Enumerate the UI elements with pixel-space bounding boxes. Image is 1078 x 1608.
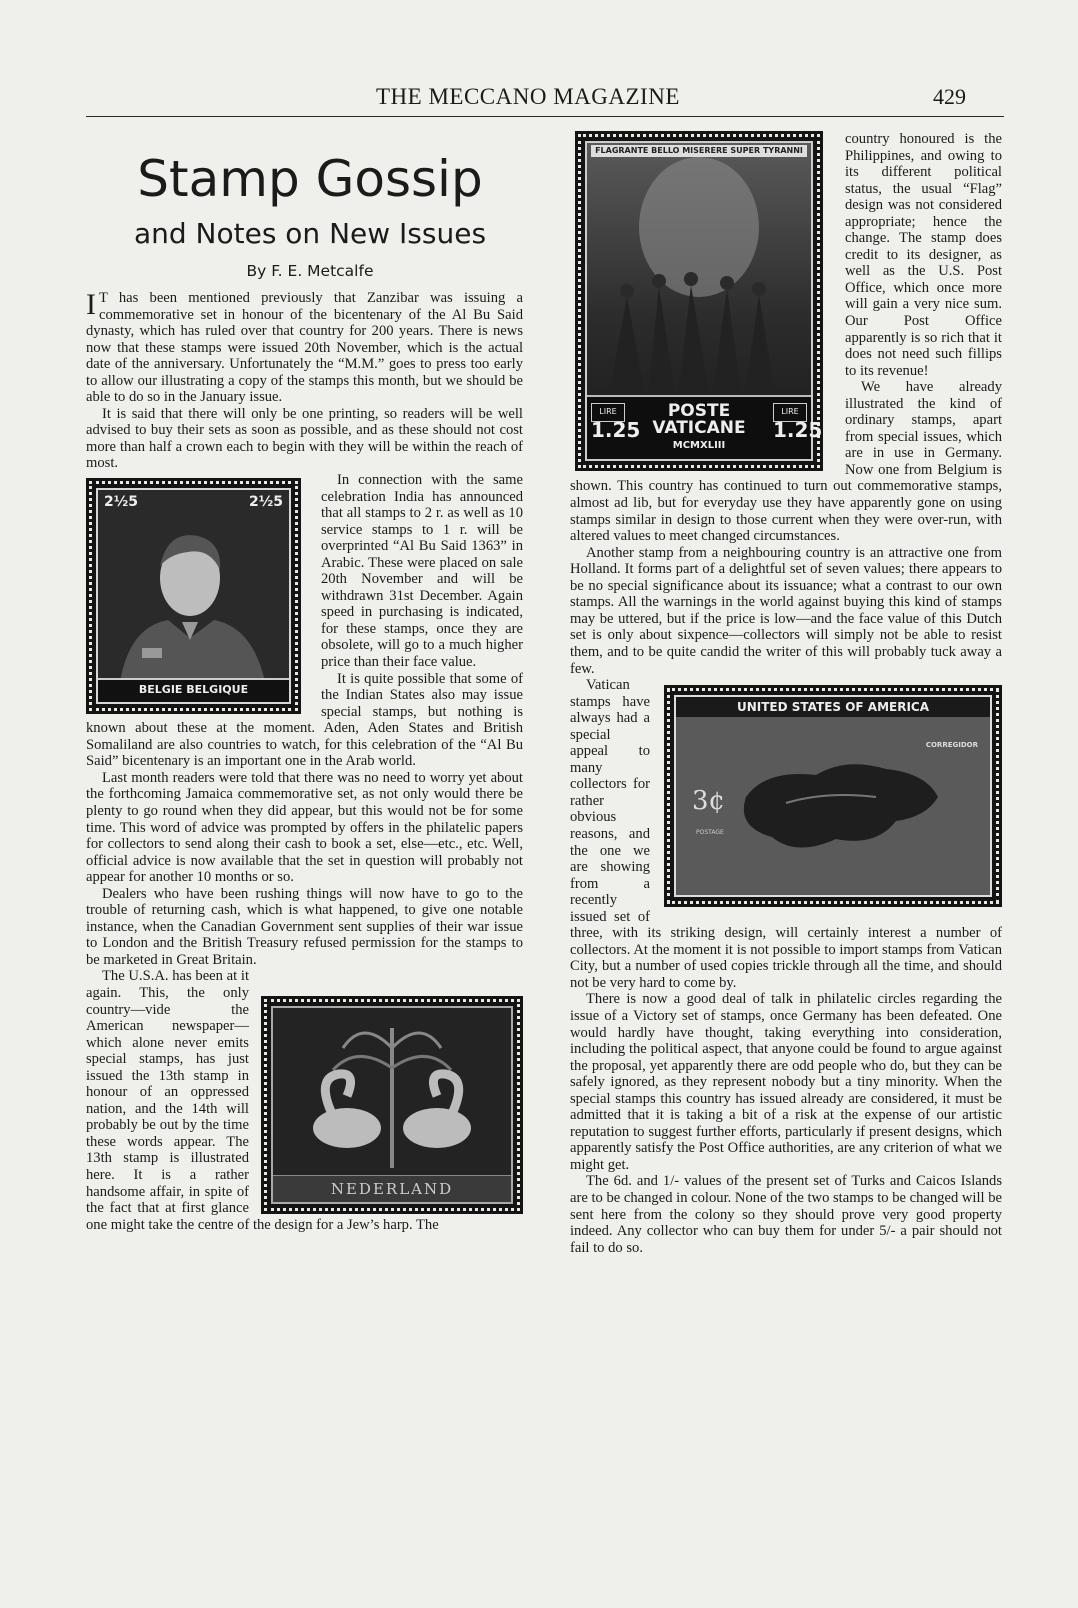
stamp-design [585, 141, 823, 461]
king-portrait-icon [98, 508, 289, 698]
lire-value: 1.25 [773, 417, 823, 442]
page-number: 429 [933, 84, 966, 109]
stamp-value-band [587, 395, 823, 459]
netherlands-stamp [261, 996, 523, 1214]
paragraph: In connection with the same celebration India has announced that all stamps to 2 r. as well as 10 service stamps to 1 r. will be overprinted “Al Bu Said 1363” in Arabic. These were placed on sale 20th November and will be withdrawn 31st December. Again speed in purchasing is indicated, for these stamps, once they are obsolete, will go to a much higher price than their face value. [321, 472, 523, 671]
vatican-stamp-figure [575, 131, 823, 471]
paragraph: We have already illustrated the kind of ordinary stamps, apart from special issues, which are in use in Germany. Now one from Belgium is shown. This country has continued to turn out commemorative stamps, almost ad lib, but for everyday use they have apparently gone on using stamps similar in design to those current when they were over-run, with altered values to meet changed circumstances. [570, 379, 1002, 545]
paragraph: It is quite possible that some of the Indian States also may issue special stamps, but nothing is known about these at the moment. Aden, Aden States and British Somaliland are also countries to watch, for this celebration of the “Al Bu Said” bicentenary is an important one in the Arab world. [86, 670, 523, 770]
lire-label: LIRE [591, 403, 625, 422]
paragraph: Dealers who have been rushing things will now have to go to the trouble of returning cash, which is what happened, to give one notable instance, when the Canadian Government sent supplies of their war issue to London and the British Treasury refused permission for the stamps to be marketed in Great Britain. [86, 885, 523, 968]
stamp-country-label: NEDERLAND [273, 1175, 511, 1202]
paragraph: country honoured is the Philippines, and owing to its different political status, the usual “Flag” design was not considered appropriate; hence the change. The stamp does credit to its designer, as well as the U.S. Post Office, which once more will gain a very nice sum. Our Post Office apparently is so rich that it does not need such fillips to its revenue! [845, 131, 1002, 379]
paragraph-text: T has been mentioned previously that Zanzibar was issuing a commemorative set in honour of the bicentenary of the Al Bu Said dynasty, which has ruled over that country for 200 years. There is news now that these stamps were issued 20th November, which is the actual date of the anniversary. Unfortunately the “M.M.” goes to press too early to allow our illustrating a copy of the stamps this month, but we should be able to do so in the January issue. [86, 290, 523, 406]
stamp-design [674, 695, 992, 897]
belgium-stamp [86, 478, 301, 714]
running-header [86, 84, 1004, 117]
paragraph: There is now a good deal of talk in philatelic circles regarding the issue of a Victory set of stamps, once Germany has been defeated. One would hardly have thought, taking everything into consideration, including the political aspect, that anyone could be found to argue against the proposal, yet apparently there are odd people who do, but they can be safely ignored, as they represent nobody but a tiny minority. When the special stamps this country has issued already are considered, it must be admitted that it is taking a bit of a risk at the expense of our artistic reputation to suggest further efforts, particularly if present designs, which apparently satisfy the Post Office authorities, are any criterion of what we might get. [570, 991, 1002, 1173]
year-label: MCMXLIII [672, 440, 726, 451]
stamp-design [96, 488, 291, 704]
poste-label: POSTE [667, 401, 731, 421]
stamp-country-label [631, 403, 767, 454]
usa-stamp-figure [664, 685, 1002, 907]
stamp-country-label: BELGIE BELGIQUE [98, 678, 289, 702]
vatican-stamp [575, 131, 823, 471]
lire-box-left [591, 403, 641, 442]
swans-icon [273, 1008, 511, 1176]
article-title: Stamp Gossip [137, 150, 483, 208]
stamp-country-label: UNITED STATES OF AMERICA [676, 697, 990, 717]
netherlands-stamp-figure [261, 996, 523, 1214]
right-column [570, 131, 1002, 1531]
lire-value: 1.25 [591, 417, 641, 442]
crowd-scene-icon [587, 157, 811, 407]
left-column [86, 290, 523, 1490]
paragraph: It is said that there will only be one printing, so readers will be well advised to buy their sets as soon as possible, and as these should not cost more than half a crown each to begin with they will be within the reach of most. [86, 405, 523, 472]
stamp-value: 3¢ [692, 786, 726, 817]
usa-stamp [664, 685, 1002, 907]
lire-label: LIRE [773, 403, 807, 422]
stamp-value-left: 2½5 [104, 494, 138, 511]
paragraph: Vatican stamps have always had a special appeal to many collectors for rather obvious reasons, and the one we are showing from a recently issued set of three, with its striking design, will certainly interest a number of collectors. At the moment it is not possible to import stamps from Vatican City, but a number of used copies trickle through all the time, and should not be very hard to come by. [570, 677, 1002, 991]
paragraph: The U.S.A. has been at it again. This, the only country—vide the American newspaper—which alone never emits special stamps, has just issued the 13th stamp in honour of an oppressed nation, and the 14th will probably be out by the time these words appear. The 13th stamp is illustrated here. It is a rather handsome affair, in spite of the fact that at first glance one might take the centre of the design for a Jew’s harp. The [86, 968, 439, 1233]
belgium-stamp-figure [86, 478, 301, 714]
paragraph: Another stamp from a neighbouring country is an attractive one from Holland. It forms part of a delightful set of seven values; there appears to be no special significance about its issuance; what a contrast to our own stamps. All the warnings in the world against buying this kind of stamps may be uttered, but if the price is low—and the face value of this Dutch set is only about sixpence—collectors will simply not be able to resist them, and to be quite candid the writer of this will probably tuck away a few. [570, 544, 1002, 677]
stamp-inscription: FLAGRANTE BELLO MISERERE SUPER TYRANNI [591, 145, 807, 157]
paragraph: Last month readers were told that there was no need to worry yet about the forthcoming Jamaica commemorative set, as not only would there be plenty to go round when they did appear, but this would not be for some time. This word of advice was prompted by offers in the philatelic papers for collectors to send along their cash to book a set, else—etc., etc. Well, official advice is now available that the set in question will probably not appear for another 10 months or so. [86, 769, 523, 886]
drop-cap: I [86, 288, 96, 321]
article-byline: By F. E. Metcalfe [246, 262, 374, 280]
paragraph: The 6d. and 1/- values of the present set of Turks and Caicos Islands are to be changed in colour. None of the two stamps to be changed will be sent here from the colony so they should prove very good property indeed. Any collector who can buy them for under 5/- a pair should not fail to do so. [570, 1173, 1003, 1256]
paragraph [86, 290, 523, 406]
stamp-value-right: 2½5 [249, 494, 283, 511]
magazine-name: THE MECCANO MAGAZINE [376, 84, 680, 109]
article-subtitle: and Notes on New Issues [133, 217, 487, 250]
stamp-place-label: CORREGIDOR [925, 741, 978, 750]
postage-label: POSTAGE [696, 829, 724, 837]
stamp-design [271, 1006, 513, 1204]
vaticane-label: VATICANE [652, 418, 746, 438]
lire-box-right [773, 403, 823, 442]
